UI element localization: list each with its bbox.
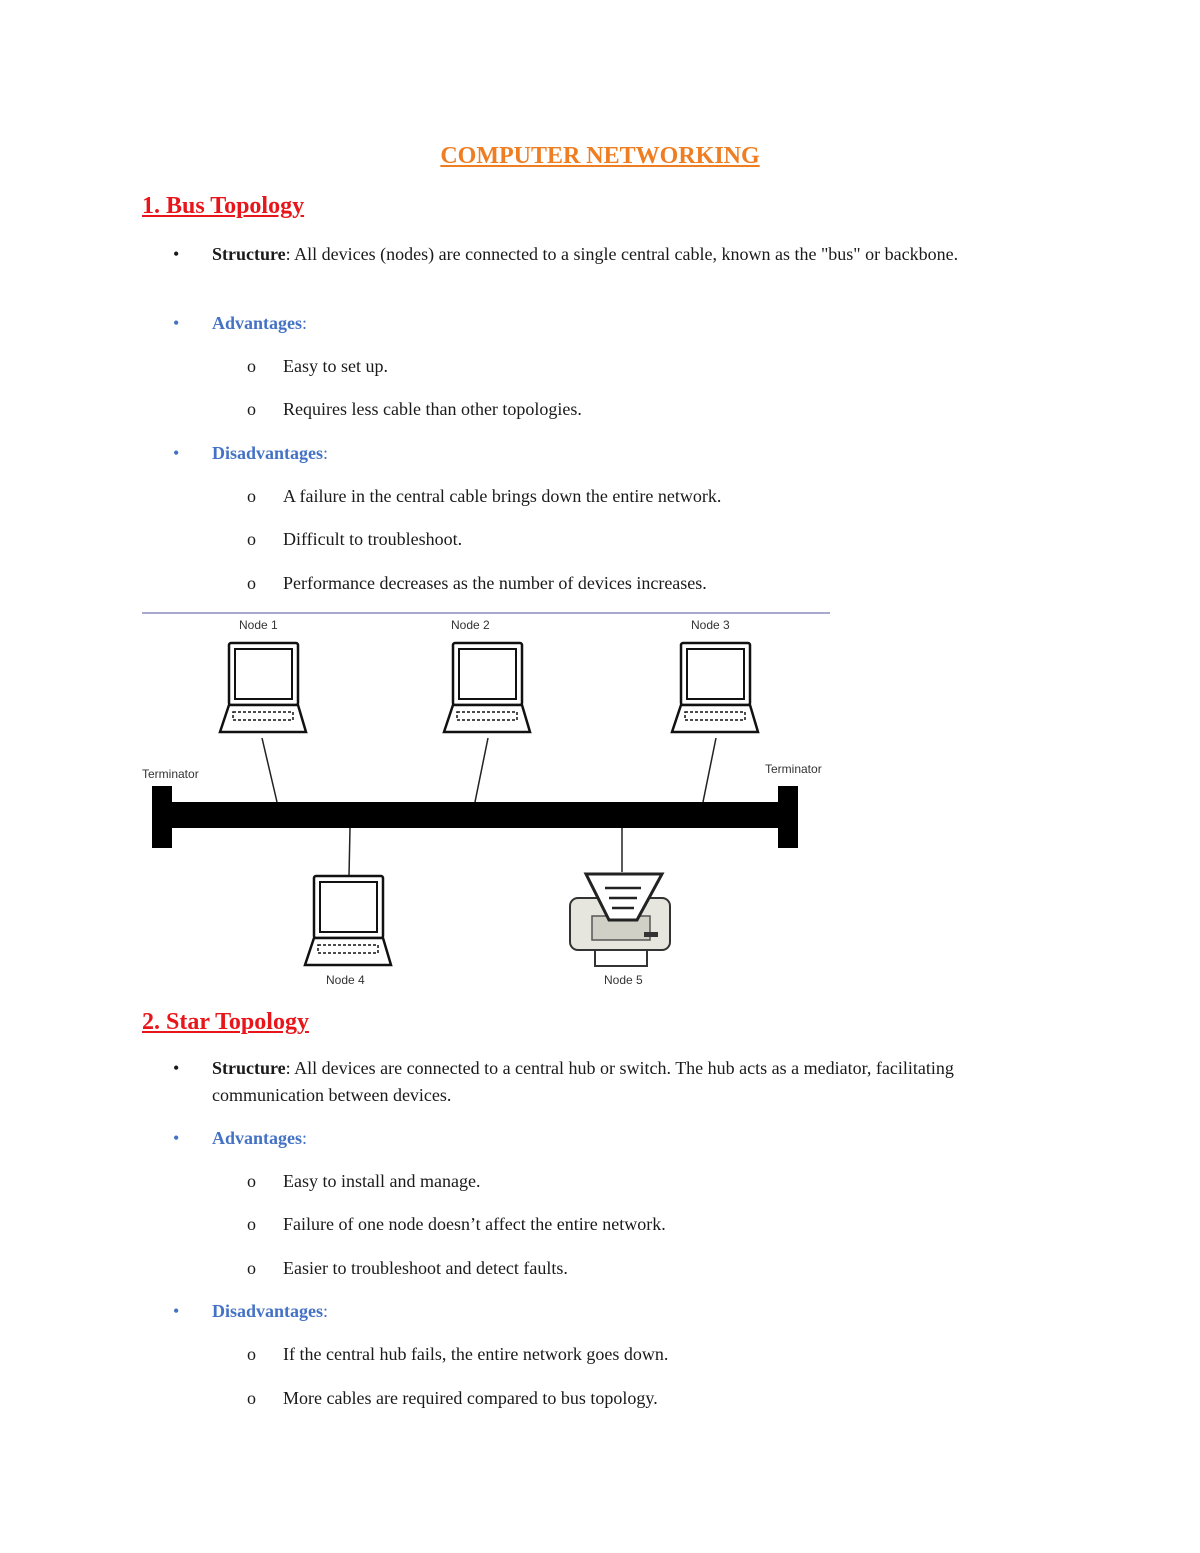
node-3-label: Node 3: [691, 618, 730, 632]
bullet-dot: •: [173, 443, 180, 463]
node-4-computer-icon: [305, 876, 391, 965]
bullet-dot: •: [173, 1128, 180, 1148]
bullet-dot: •: [173, 244, 180, 264]
bus-topology-heading: 1. Bus Topology: [142, 193, 305, 219]
star-topology-heading: 2. Star Topology: [142, 1009, 309, 1035]
bus-backbone: [168, 802, 782, 828]
node-2-label: Node 2: [451, 618, 490, 632]
node-5-label: Node 5: [604, 973, 643, 987]
node-3-computer-icon: [672, 643, 758, 732]
node-3-link: [703, 738, 716, 802]
structure-text: : All devices are connected to a central hub or switch. The hub acts as a mediator, facilitating communication between devices.: [212, 1058, 954, 1105]
document-page: COMPUTER NETWORKING 1. Bus Topology • Structure: All devices (nodes) are connected to a single central cable, known as the "bus" or backbone. • Advantages: o Easy to set up. o Requires less cable than other topologies. • Disadvantages: o A failure in the central cable brings down the entire network. o Difficult to troubleshoot. o Performance decreases as the number of devices increases. Node 1 Node 2 Node 3 Terminator Terminator Node 4 Node 5 2. Star Topology • Structure: All devices are connected to a central hub or switch. The hub acts as a mediator, facilitating communication between devices. • Advantages: o Easy to install and manage. o Failure of one node doesn’t affect the entire network. o Easier to troubleshoot and detect faults. • Disadvantages: o If the central hub fails, the entire network goes down. o More cables are required compared to bus topology.: [0, 0, 1200, 1553]
advantages-label: Advantages: [212, 1128, 303, 1148]
structure-text: : All devices (nodes) are connected to a single central cable, known as the "bus" or backbone.: [285, 244, 959, 264]
node-1-computer-icon: [220, 643, 306, 732]
bullet-dot: •: [173, 1301, 180, 1321]
node-5-printer-icon: [570, 874, 670, 966]
terminator-right-label: Terminator: [765, 762, 822, 776]
advantages-label: Advantages: [212, 313, 303, 333]
disadvantages-label: Disadvantages: [212, 443, 324, 463]
terminator-left-label: Terminator: [142, 767, 199, 781]
structure-label: Structure: [212, 1058, 286, 1078]
document-title: COMPUTER NETWORKING: [440, 143, 760, 169]
node-4-label: Node 4: [326, 973, 365, 987]
bullet-dot: •: [173, 1058, 180, 1078]
bullet-dot: •: [173, 313, 180, 333]
bus-topology-diagram: [140, 608, 840, 998]
node-1-link: [262, 738, 277, 802]
node-2-computer-icon: [444, 643, 530, 732]
structure-label: Structure: [212, 244, 286, 264]
node-2-link: [475, 738, 488, 802]
disadvantages-label: Disadvantages: [212, 1301, 324, 1321]
node-4-link: [349, 828, 350, 876]
node-1-label: Node 1: [239, 618, 278, 632]
